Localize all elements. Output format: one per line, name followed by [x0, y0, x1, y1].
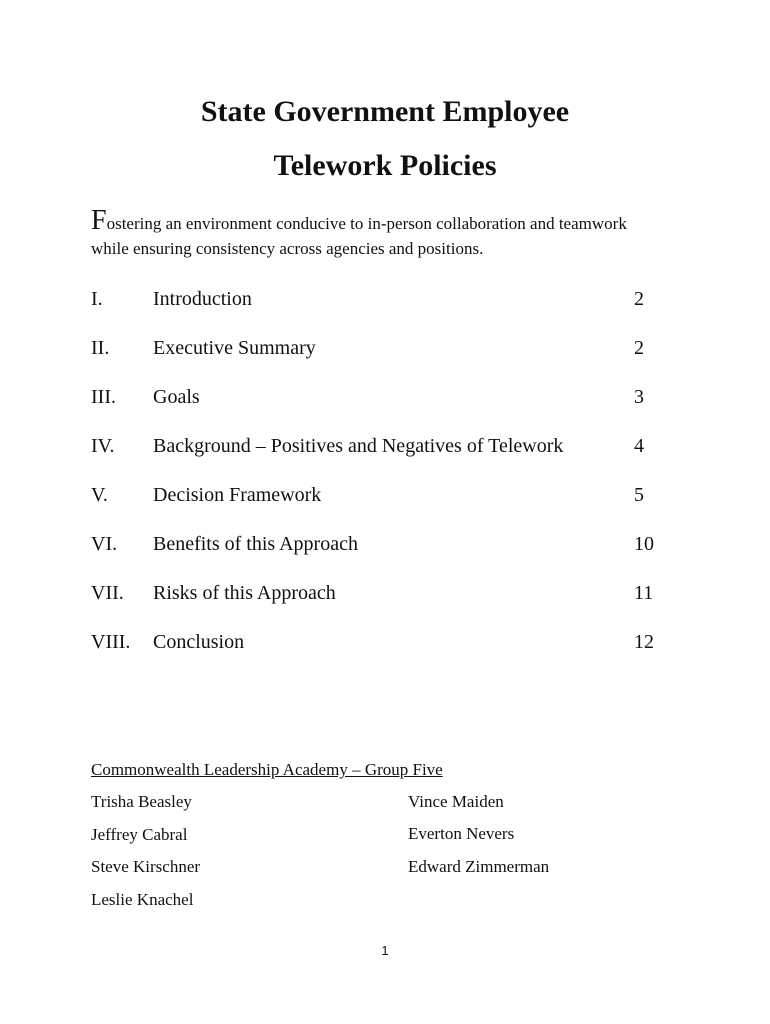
toc-entry-title: Executive Summary — [153, 337, 316, 359]
subtitle-initial: F — [91, 205, 107, 236]
toc-entry-title: Background – Positives and Negatives of Telework — [153, 435, 564, 457]
toc-entry-page: 2 — [634, 288, 644, 310]
toc-entry-page: 12 — [634, 631, 654, 653]
group-member: Steve Kirschner — [91, 857, 201, 876]
subtitle-line-2: while ensuring consistency across agencies and positions. — [91, 239, 484, 258]
toc-entry-goals — [91, 383, 671, 432]
group-member: Leslie Knachel — [91, 890, 194, 909]
group-heading: Commonwealth Leadership Academy – Group Five — [91, 760, 443, 779]
toc-entry-number: III. — [91, 386, 116, 408]
document-title-line-1: State Government Employee — [200, 95, 570, 128]
toc-entry-title: Goals — [153, 386, 200, 408]
toc-entry-page: 11 — [634, 582, 654, 604]
toc-entry-number: VIII. — [91, 631, 131, 653]
toc-entry-executive-summary — [91, 334, 671, 383]
toc-entry-number: VI. — [91, 533, 118, 555]
toc-entry-introduction — [91, 285, 671, 334]
toc-entry-page: 10 — [634, 533, 654, 555]
toc-entry-title: Decision Framework — [153, 484, 322, 506]
toc-entry-number: I. — [91, 288, 103, 310]
toc-entry-number: V. — [91, 484, 108, 506]
toc-entry-page: 5 — [634, 484, 644, 506]
toc-entry-page: 4 — [634, 435, 644, 457]
toc-entry-title: Introduction — [153, 288, 252, 310]
toc-entry-decision-framework — [91, 481, 671, 530]
toc-entry-background — [91, 432, 671, 481]
toc-entry-conclusion — [91, 628, 671, 677]
group-member: Everton Nevers — [408, 824, 515, 843]
toc-entry-title: Benefits of this Approach — [153, 533, 358, 555]
group-member: Vince Maiden — [408, 792, 504, 811]
toc-entry-title: Risks of this Approach — [153, 582, 336, 604]
subtitle-line-1: ostering an environment conducive to in-person collaboration and teamwork — [106, 214, 627, 233]
toc-entry-risks — [91, 579, 671, 628]
toc-entry-number: VII. — [91, 582, 124, 604]
page-number: 1 — [381, 943, 389, 958]
document-subtitle — [91, 205, 691, 261]
document-title-line-2: Telework Policies — [273, 149, 497, 182]
table-of-contents — [91, 285, 671, 677]
toc-entry-benefits — [91, 530, 671, 579]
group-member: Edward Zimmerman — [408, 857, 550, 876]
group-member: Jeffrey Cabral — [91, 825, 188, 844]
group-member: Trisha Beasley — [91, 792, 192, 811]
toc-entry-number: IV. — [91, 435, 115, 457]
toc-entry-number: II. — [91, 337, 110, 359]
toc-entry-page: 3 — [634, 386, 644, 408]
toc-entry-page: 2 — [634, 337, 644, 359]
toc-entry-title: Conclusion — [153, 631, 245, 653]
